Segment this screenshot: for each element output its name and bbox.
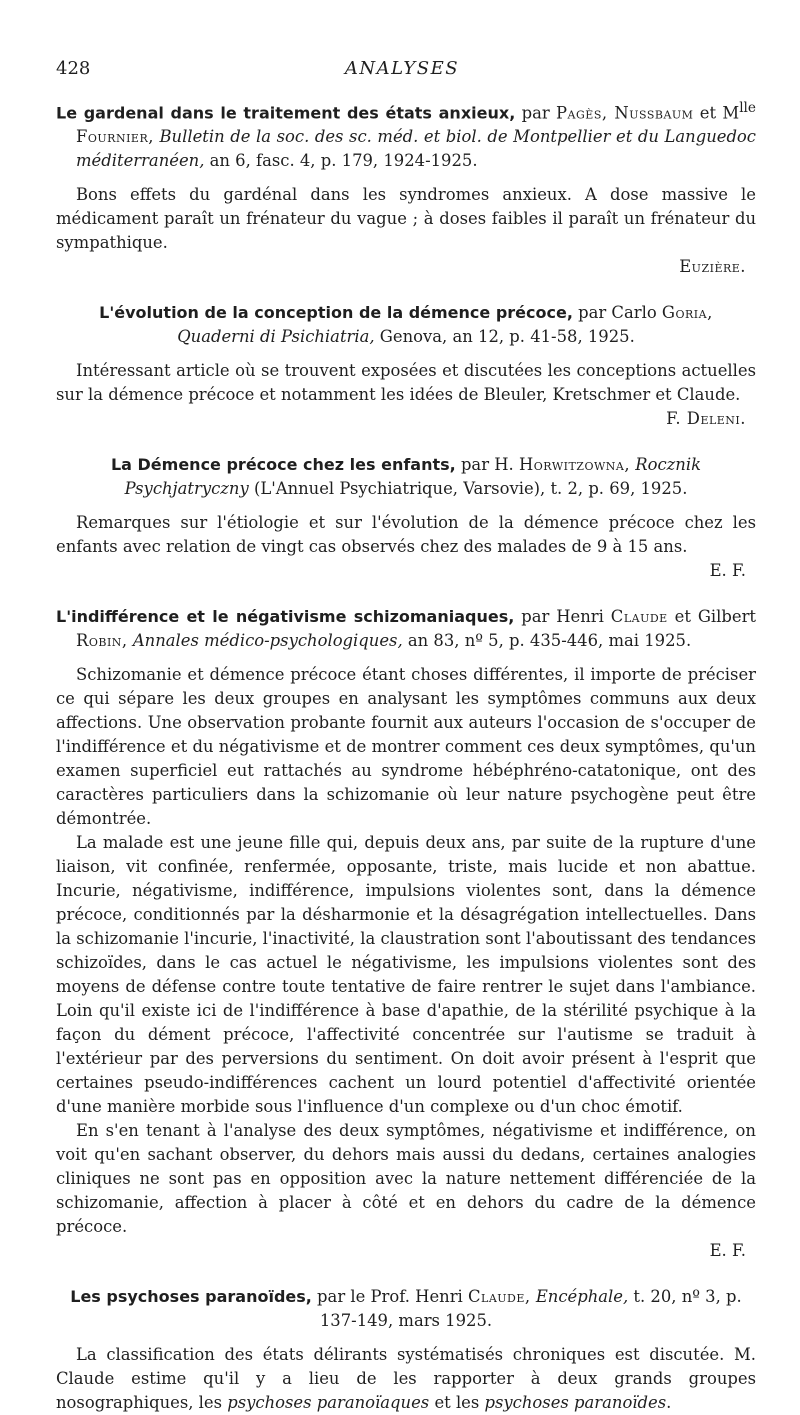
article-psychoses-paranoides xyxy=(56,1285,756,1415)
reviewer-signature: E. F. xyxy=(709,561,746,581)
article-paragraph: Schizomanie et démence précoce étant choses différentes, il importe de préciser ce qui sépare les deux groupes en analysant les symptômes communs aux deux affections. Une observation probante fournit aux auteurs l'occasion de s'occuper de l'indifférence et du négativisme et de montrer comment ces deux symptômes, qu'un examen superficiel eut rattachés au syndrome hébéphréno-catatonique, ont des caractères particuliers dans la schizomanie où leur nature psychogène peut être démontrée. xyxy=(56,665,756,829)
article-title: Le gardenal dans le traitement des états anxieux, xyxy=(56,103,516,123)
journal-name: Encéphale, xyxy=(530,1287,629,1307)
article-reference: La Démence précoce chez les enfants, par H. Horwitzowna, Rocznik Psychjatryczny (L'Annuel Psychiatrique, Varsovie), t. 2, p. 69, 1925. xyxy=(110,455,702,499)
article-gardenal xyxy=(56,96,756,279)
article-indifference-negativisme xyxy=(56,605,756,1263)
article-title: Les psychoses paranoïdes, xyxy=(70,1287,312,1307)
running-header xyxy=(56,58,748,82)
page-number: 428 xyxy=(56,58,91,79)
page-body xyxy=(56,96,756,1415)
article-demence-conception xyxy=(56,301,756,431)
article-reference: Les psychoses paranoïdes, par le Prof. Henri Claude, Encéphale, t. 20, nº 3, p. 137-149, mars 1925. xyxy=(70,1287,742,1331)
article-summary: La classification des états délirants systématisés chroniques est discutée. M. Claude estime qu'il y a lieu de les rapporter à deux grands groupes nosographiques, les psychoses paranoïaques et les psychoses paranoïdes. xyxy=(56,1345,756,1413)
reviewer-signature: F. Deleni. xyxy=(666,409,746,429)
article-title: La Démence précoce chez les enfants, xyxy=(110,455,456,475)
journal-name: Bulletin de la soc. des sc. méd. et biol. de Montpellier et du Languedoc méditerranéen, xyxy=(76,127,756,171)
article-summary: Intéressant article où se trouvent exposées et discutées les conceptions actuelles sur la démence précoce et notamment les idées de Bleuler, Kretschmer et Claude. xyxy=(56,361,756,405)
article-summary: Remarques sur l'étiologie et sur l'évolution de la démence précoce chez les enfants avec relation de vingt cas observés chez des malades de 9 à 15 ans. xyxy=(56,513,756,557)
author-names: Claude, xyxy=(468,1287,531,1307)
journal-name: Annales médico-psychologiques, xyxy=(127,631,403,651)
author-names: Horwitzowna, xyxy=(518,455,631,475)
article-paragraph: La malade est une jeune fille qui, depuis deux ans, par suite de la rupture d'une liaison, vit confinée, renfermée, opposante, triste, mais lucide et non abattue. Incurie, négativisme, indifférence, impulsions violentes sont, dans la démence précoce, conditionnés par la désharmonie et la désagrégation intellectuelles. Dans la schizomanie l'incurie, l'inactivité, la claustration sont l'aboutissant des tendances schizoïdes, dans le cas actuel le négativisme, les impulsions violentes sont des moyens de défense contre toute tentative de faire rentrer le sujet dans l'ambiance. Loin qu'il existe ici de l'indifférence à base d'apathie, de la stérilité psychique à la façon du dément précoce, l'affectivité concentrée sur l'autisme se traduit à l'extérieur par des perversions du sentiment. On doit avoir présent à l'esprit que certaines pseudo-indifférences cachent un lourd potentiel d'affectivité orientée d'une manière morbide sous l'influence d'un complexe ou d'un choc émotif. xyxy=(56,833,756,1117)
article-reference: Le gardenal dans le traitement des états anxieux, par Pagès, Nussbaum et $M^{lle}$ Fournier, Bulletin de la soc. des sc. méd. et biol. de Montpellier et du Languedoc méditerranéen, an 6, fasc. 4, p. 179, 1924-1925. xyxy=(56,100,757,171)
article-summary: Bons effets du gardénal dans les syndromes anxieux. A dose massive le médicament paraît un frénateur du vague ; à doses faibles il paraît un frénateur du sympathique. xyxy=(56,185,756,253)
author-names: Claude xyxy=(610,607,668,627)
author-names: Pagès, Nussbaum xyxy=(556,103,694,123)
reviewer-signature: Euzière. xyxy=(679,257,746,277)
author-names: Robin, xyxy=(76,631,128,651)
article-demence-enfants xyxy=(56,453,756,583)
article-title: L'indifférence et le négativisme schizomaniaques, xyxy=(56,607,515,627)
article-title: L'évolution de la conception de la démence précoce, xyxy=(99,303,573,323)
author-names: Goria, xyxy=(661,303,713,323)
article-reference: L'indifférence et le négativisme schizomaniaques, par Henri Claude et Gilbert Robin, Annales médico-psychologiques, an 83, nº 5, p. 435-446, mai 1925. xyxy=(56,607,757,651)
article-paragraph: En s'en tenant à l'analyse des deux symptômes, négativisme et indifférence, on voit qu'en sachant observer, du dehors mais aussi du dedans, certaines analogies cliniques ne sont pas en opposition avec la nature nettement différenciée de la schizomanie, affection à placer à côté et en dehors du cadre de la démence précoce. xyxy=(56,1121,756,1237)
reviewer-signature: E. F. xyxy=(709,1241,746,1261)
author-names: Fournier, xyxy=(76,127,154,147)
journal-name: Rocznik Psychjatryczny xyxy=(124,455,702,499)
journal-name: Quaderni di Psichiatria, xyxy=(177,327,375,347)
article-reference: L'évolution de la conception de la démence précoce, par Carlo Goria, Quaderni di Psichiatria, Genova, an 12, p. 41-58, 1925. xyxy=(99,303,713,347)
running-title: ANALYSES xyxy=(344,58,460,79)
